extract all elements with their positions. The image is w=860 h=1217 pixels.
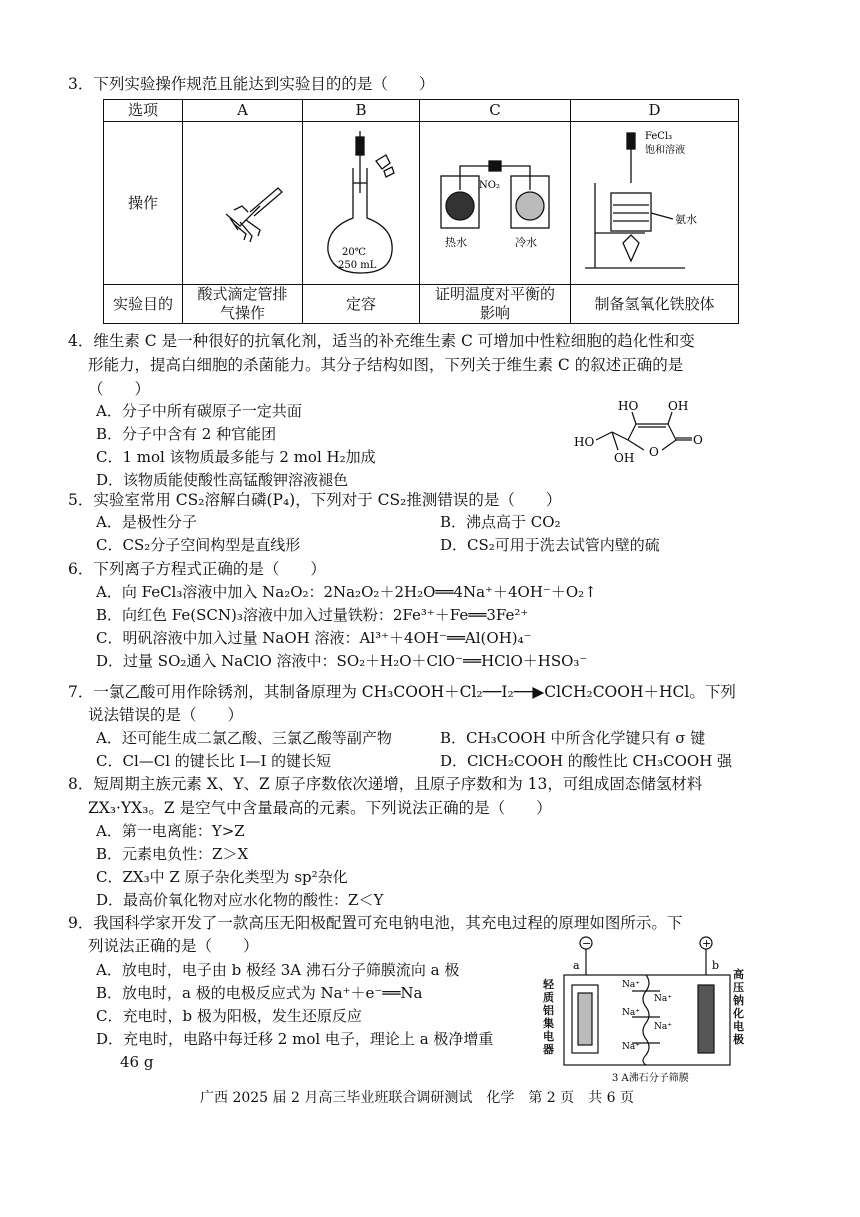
- ammonia-label: 氨水: [674, 213, 697, 226]
- row-label-operation: 操作: [104, 122, 183, 285]
- na-ion-label: Na⁺: [622, 1008, 640, 1018]
- vitamin-c-structure: [570, 392, 745, 472]
- figure-d-fe-oh3-colloid: [571, 122, 739, 285]
- flask-temp-label: 20℃: [342, 247, 366, 258]
- table-header-a: A: [183, 100, 303, 122]
- oh-label-2: OH: [668, 399, 689, 413]
- carbonyl-oxygen-label: O: [693, 433, 703, 447]
- q8-stem-line2: ZX₃·YX₃。Z 是空气中含量最高的元素。下列说法正确的是（ ）: [88, 799, 552, 817]
- na-ion-label: Na⁺: [654, 994, 672, 1004]
- reagent-saturated: 饱和溶液: [644, 145, 685, 156]
- q7-option-c: C．Cl—Cl 的键长比 I—I 的键长短: [96, 752, 332, 770]
- q4-option-c: C．1 mol 该物质最多能与 2 mol H₂加成: [96, 448, 376, 466]
- reagent-fecl3: FeCl₃: [644, 131, 672, 142]
- hot-water-label: 热水: [444, 235, 467, 249]
- q9-stem-line2: 列说法正确的是（ ）: [88, 937, 259, 955]
- row-label-goal: 实验目的: [104, 285, 183, 324]
- membrane-label: 3 A沸石分子筛膜: [612, 1073, 689, 1084]
- q4-stem-line2: 形能力，提高白细胞的杀菌能力。其分子结构如图，下列关于维生素 C 的叙述正确的是: [88, 356, 684, 374]
- ho-label-3: HO: [574, 435, 595, 449]
- q8-option-b: B．元素电负性：Z＞X: [96, 845, 249, 863]
- q7-option-d: D．ClCH₂COOH 的酸性比 CH₃COOH 强: [440, 752, 733, 770]
- ho-label-1: HO: [618, 399, 639, 413]
- oh-label-4: OH: [614, 451, 635, 465]
- q7-option-a: A．还可能生成二氯乙酸、三氯乙酸等副产物: [96, 729, 392, 747]
- goal-d: 制备氢氧化铁胶体: [571, 285, 739, 324]
- q9-option-b: B．放电时，a 极的电极反应式为 Na⁺＋e⁻══Na: [96, 984, 423, 1002]
- q3-stem: 3．下列实验操作规范且能达到实验目的的是（ ）: [68, 75, 435, 93]
- q4-stem-line3: （ ）: [88, 380, 151, 398]
- minus-sign: −: [582, 937, 592, 950]
- q8-stem-line1: 8．短周期主族元素 X、Y、Z 原子序数依次递增，且原子序数和为 13，可组成固态储氢材料: [68, 775, 703, 793]
- q8-option-c: C．ZX₃中 Z 原子杂化类型为 sp²杂化: [96, 868, 348, 886]
- goal-c: 证明温度对平衡的影响: [420, 285, 571, 324]
- q5-option-d: D．CS₂可用于洗去试管内壁的硫: [440, 536, 660, 554]
- ring-oxygen-label: O: [649, 445, 659, 459]
- q7-option-b: B．CH₃COOH 中所含化学键只有 σ 键: [440, 729, 706, 747]
- q6-option-a: A．向 FeCl₃溶液中加入 Na₂O₂：2Na₂O₂＋2H₂O══4Na⁺＋4OH⁻＋O₂↑: [96, 583, 597, 601]
- q5-stem: 5．实验室常用 CS₂溶解白磷(P₄)，下列对于 CS₂推测错误的是（ ）: [68, 491, 562, 509]
- cold-water-label: 冷水: [514, 235, 537, 249]
- table-header-option: 选项: [104, 100, 183, 122]
- right-electrode-label: 高压钠化电极: [733, 968, 744, 1046]
- q7-stem-line1: 7．一氯乙酸可用作除锈剂，其制备原理为 CH₃COOH＋Cl₂──I₂──▶ClCH₂COOH＋HCl。下列: [68, 683, 736, 701]
- q9-stem-line1: 9．我国科学家开发了一款高压无阳极配置可充电钠电池，其充电过程的原理如图所示。下: [68, 914, 683, 932]
- goal-b: 定容: [303, 285, 420, 324]
- na-ion-label: Na⁺: [654, 1022, 672, 1032]
- electrode-a-label: a: [573, 959, 580, 972]
- q6-stem: 6．下列离子方程式正确的是（ ）: [68, 560, 326, 578]
- q8-option-d: D．最高价氧化物对应水化物的酸性：Z＜Y: [96, 891, 384, 909]
- figure-c-no2-equilibrium: [420, 122, 571, 285]
- q5-option-c: C．CS₂分子空间构型是直线形: [96, 536, 301, 554]
- q9-option-d-continued: 46 g: [120, 1053, 154, 1071]
- na-ion-label: Na⁺: [622, 1042, 640, 1052]
- q4-option-a: A．分子中所有碳原子一定共面: [96, 402, 302, 420]
- q4-option-b: B．分子中含有 2 种官能团: [96, 425, 277, 443]
- q9-option-c: C．充电时，b 极为阳极，发生还原反应: [96, 1007, 362, 1025]
- sodium-battery-diagram: [532, 935, 752, 1085]
- figure-b-volumetric-flask: [303, 122, 420, 285]
- q4-option-d: D．该物质能使酸性高锰酸钾溶液褪色: [96, 471, 349, 489]
- q7-stem-line2: 说法错误的是（ ）: [88, 706, 244, 724]
- plus-sign: +: [702, 937, 712, 950]
- q8-option-a: A．第一电离能：Y>Z: [96, 822, 245, 840]
- q6-option-b: B．向红色 Fe(SCN)₃溶液中加入过量铁粉：2Fe³⁺＋Fe══3Fe²⁺: [96, 606, 529, 624]
- q5-option-a: A．是极性分子: [96, 513, 197, 531]
- na-ion-label: Na⁺: [622, 980, 640, 990]
- goal-a: 酸式滴定管排气操作: [183, 285, 303, 324]
- figure-a-burette: [183, 122, 303, 285]
- q6-option-c: C．明矾溶液中加入过量 NaOH 溶液：Al³⁺＋4OH⁻══Al(OH)₄⁻: [96, 629, 532, 647]
- q6-option-d: D．过量 SO₂通入 NaClO 溶液中：SO₂＋H₂O＋ClO⁻══HClO＋HSO₃⁻: [96, 652, 588, 670]
- left-electrode-label: 轻质铝集电器: [543, 978, 554, 1056]
- electrode-b-label: b: [712, 959, 720, 972]
- q9-option-a: A．放电时，电子由 b 极经 3A 沸石分子筛膜流向 a 极: [96, 961, 460, 979]
- q5-option-b: B．沸点高于 CO₂: [440, 513, 561, 531]
- table-header-d: D: [571, 100, 739, 122]
- page-footer: 广西 2025 届 2 月高三毕业班联合调研测试 化学 第 2 页 共 6 页: [200, 1090, 634, 1106]
- flask-volume-label: 250 mL: [338, 260, 377, 271]
- q4-stem-line1: 4．维生素 C 是一种很好的抗氧化剂，适当的补充维生素 C 可增加中性粒细胞的趋化性和变: [68, 332, 695, 350]
- q3-experiment-table: [103, 99, 739, 324]
- table-header-b: B: [303, 100, 420, 122]
- no2-label: NO₂: [478, 179, 500, 191]
- q9-option-d: D．充电时，电路中每迁移 2 mol 电子，理论上 a 极净增重: [96, 1030, 494, 1048]
- table-header-c: C: [420, 100, 571, 122]
